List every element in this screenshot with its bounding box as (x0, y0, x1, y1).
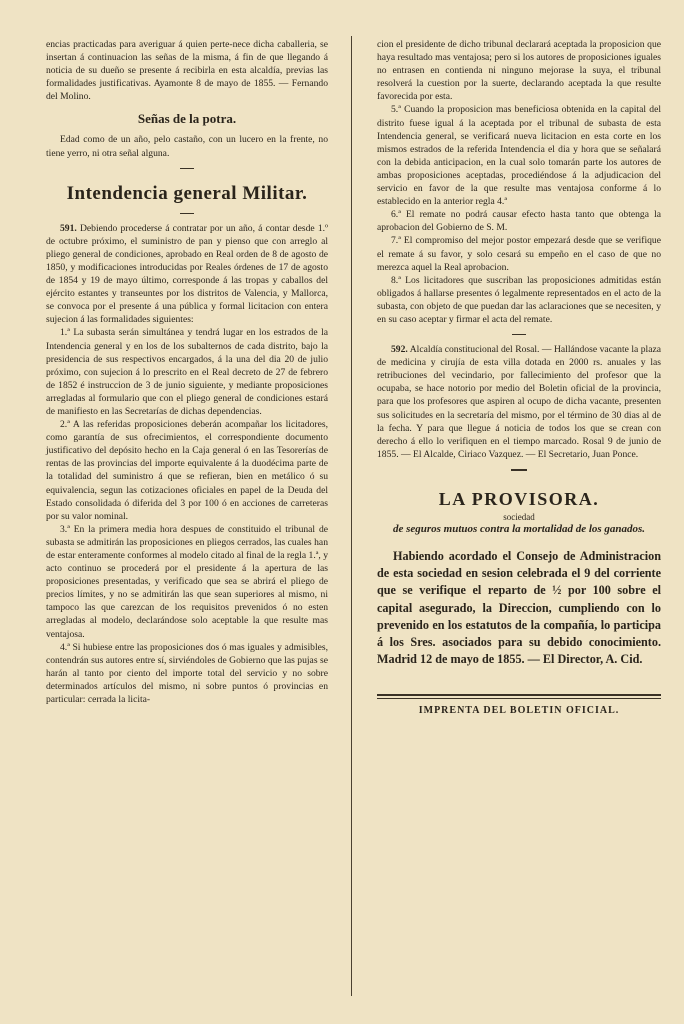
continuation-paragraph: cion el presidente de dicho tribunal declarará aceptada la proposicion que haya resultado mas ventajosa; pero si los autores de proposiciones iguales no entrasen en contienda ni ninguno mejorase la suya, el tribunal resolverá la cuestion por la suerte, declarando aceptada la que resulte favorecida por esta. (377, 39, 661, 103)
right-column (377, 38, 661, 716)
condition-4: 4.ª Si hubiese entre las proposiciones dos ó mas iguales y admisibles, contendrán sus autores entre sí, sirviéndoles de Gobierno que las pujas se harán al tanto por ciento del importe total del servicio y no sobre determinados artículos del mismo, ni sobre puntos ó provincias en particular: cerrada la licita- (46, 641, 328, 706)
article-number: 591. (60, 222, 77, 234)
left-column (46, 38, 328, 706)
condition-8: 8.ª Los licitadores que suscriban las proposiciones admitidas están obligados á hallarse presentes ó legalmente representados en el acto de la subasta, con objeto de que puedan dar las aclaraciones que se necesiten, y en su caso aceptar y firmar el acta del remate. (377, 274, 661, 325)
article-text: Alcaldía constitucional del Rosal. — Hallándose vacante la plaza de medicina y cirujía de esta villa dotada en 2000 rs. anuales y las retribuciones del vecindario, por fallecimiento del profesor que la ocupaba, se hace notorio por medio del Boletin oficial de la provincia, para que los profesores que aspiren al ocupo de dicha vacante, presenten sus solicitudes en la secretaría del mismo, por el término de 30 dias al de la fecha. Y para que llegue á noticia de todos los que se crean con derecho á ello lo verifiquen en el tiempo marcado. Rosal 9 de junio de 1855. — El Alcalde, Ciriaco Vazquez. — El Secretario, Juan Ponce. (377, 344, 661, 460)
article-number: 592. (391, 344, 408, 356)
article-591 (46, 222, 328, 327)
footer-rule (377, 694, 661, 699)
article-592 (377, 343, 661, 461)
senas-heading: Señas de la potra. (137, 111, 237, 127)
condition-6: 6.ª El remate no podrá causar efecto hasta tanto que obtenga la aprobacion del Gobierno de S. M. (377, 209, 661, 234)
condition-1: 1.ª La subasta serán simultánea y tendrá lugar en los estrados de la Intendencia general y en los de los subalternos de cada distrito, bajo la presidencia de sus respectivos encargados, á la una del dia 20 de julio próximo, con sujecion á lo prescrito en el Real decreto de 27 de febrero de 1852 é instruccion de 3 de junio siguiente, y mediante proposiciones arregladas al formulario que con el pliego general de condiciones estará de manifiesto en las Secretarías de dichas dependencias. (46, 327, 328, 417)
condition-2: 2.ª A las referidas proposiciones deberán acompañar los licitadores, como garantía de sus ofrecimientos, el correspondiente documento justificativo del depósito hecho en la Caja general ó en las Tesorerías de rentas de las provincias del importe equivalente á la duodécima parte de la totalidad del suministro á que se refieran, bien en metálico ó su equivalencia, segun las cotizaciones oficiales en papel de la Deuda del Estado consolidada ó diferida del 3 por 100 ó en acciones de carreteras por su valor nominal. (46, 419, 328, 522)
notice-small-text: sociedad (503, 511, 535, 522)
section-title: Intendencia general Militar. (66, 182, 308, 204)
notice-title: LA PROVISORA. (438, 488, 600, 509)
notice-body: Habiendo acordado el Consejo de Administracion de esta sociedad en sesion celebrada el 9 del corriente que se verifique el reparto de ½ por 100 sobre el capital asegurado, la Direccion, cumpliendo con lo prevenido en los estatutos de la compañía, lo participa á los Sres. asociados para su debido conocimiento. Madrid 12 de mayo de 1855. — El Director, A. Cid. (377, 548, 661, 667)
condition-5: 5.ª Cuando la proposicion mas beneficiosa obtenida en la capital del distrito fuese igual á la aceptada por el tribunal de subasta de esta Intendencia general, se verificará nueva licitacion en esta corte en los mismos estrados de la referida Intendencia el dia y hora que se señalará con la debida anticipacion, en la cual solo tomarán parte los autores de ambas proposiciones aceptadas, procediéndose á la adjudicacion del servicio en favor de la que resulte mas ventajosa conforme á lo establecido en la anterior regla 4.ª (377, 104, 661, 208)
condition-7: 7.ª El compromiso del mejor postor empezará desde que se verifique el remate á su favor, y solo cesará su empeño en el caso de que no merezca aquel la Real aprobacion. (377, 235, 661, 273)
notice-subtitle: de seguros mutuos contra la mortalidad de los ganados. (392, 522, 646, 535)
condition-3: 3.ª En la primera media hora despues de constituido el tribunal de subasta se admitirán las proposiciones en pliegos cerrados, las cuales han de estar enteramente conformes al modelo citado al final de la regla 1.ª, y acto continuo se procederá por el presidente á la apertura de las proposiciones presentadas, y verificado que sea se abrirá el pliego de precios límites, y no se admitirán las que sean superiores al mismo, ni tampoco las que carezcan de los requisitos prevenidos ó no esten arregladas al modelo, declarándose solo aceptable la que resulte mas ventajosa. (46, 523, 328, 640)
column-divider (351, 36, 352, 996)
senas-paragraph: Edad como de un año, pelo castaño, con un lucero en la frente, no tiene yerro, ni otra señal alguna. (46, 134, 328, 159)
intro-paragraph: encias practicadas para averiguar á quien perte-nece dicha caballeria, se insertan á continuacion las señas de la misma, á fin de que llegando á noticia de su dueño se presente á recibirla en esta alcaldía, previas las formalidades justificativas. Ayamonte 8 de mayo de 1855. — Fernando del Molino. (46, 39, 328, 103)
printer-imprint: IMPRENTA DEL BOLETIN OFICIAL. (418, 705, 620, 717)
article-text: Debiendo procederse á contratar por un año, á contar desde 1.º de octubre próximo, el suministro de pan y pienso que con arreglo al pliego general de condiciones, aprobado en Real orden de 8 de agosto de 1850, y modificaciones introducidas por Reales órdenes de 17 de agosto de 1854 y 19 de mayo último, corresponde á las tropas y caballos del ejército estantes y transeuntes por los distritos de Valencia, y Mallorca, se convoca por el presente á una pública y formal licitacion con entera sujecion á las formalidades siguientes: (46, 222, 328, 326)
divider (180, 168, 194, 169)
divider (511, 469, 527, 471)
